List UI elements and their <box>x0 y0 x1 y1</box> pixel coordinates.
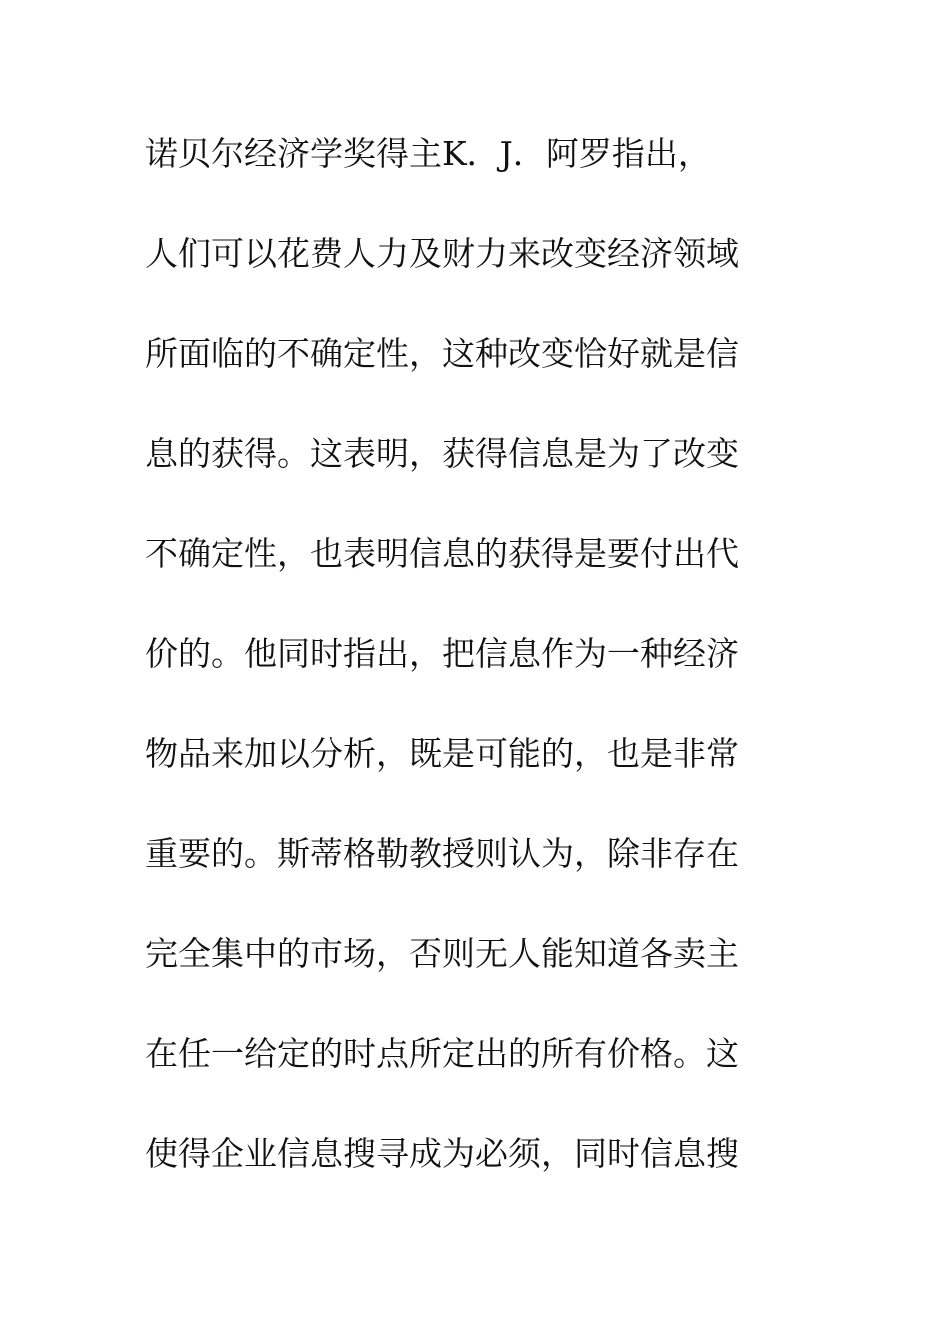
text-line-7: 物品来加以分析，既是可能的，也是非常 <box>145 734 739 773</box>
text-line-2: 人们可以花费人力及财力来改变经济领域 <box>145 234 739 273</box>
text-line-9: 完全集中的市场，否则无人能知道各卖主 <box>145 934 739 973</box>
text-line-4: 息的获得。这表明，获得信息是为了改变 <box>145 434 739 473</box>
text-line-5: 不确定性，也表明信息的获得是要付出代 <box>145 534 739 573</box>
text-line-3: 所面临的不确定性，这种改变恰好就是信 <box>145 334 739 373</box>
text-line-8: 重要的。斯蒂格勒教授则认为，除非存在 <box>145 834 739 873</box>
text-line-11: 使得企业信息搜寻成为必须，同时信息搜 <box>145 1134 739 1173</box>
body-paragraph <box>145 128 785 1228</box>
text-line-10: 在任一给定的时点所定出的所有价格。这 <box>145 1034 739 1073</box>
text-line-1: 诺贝尔经济学奖得主K．J．阿罗指出， <box>145 134 711 173</box>
text-line-6: 价的。他同时指出，把信息作为一种经济 <box>145 634 739 673</box>
